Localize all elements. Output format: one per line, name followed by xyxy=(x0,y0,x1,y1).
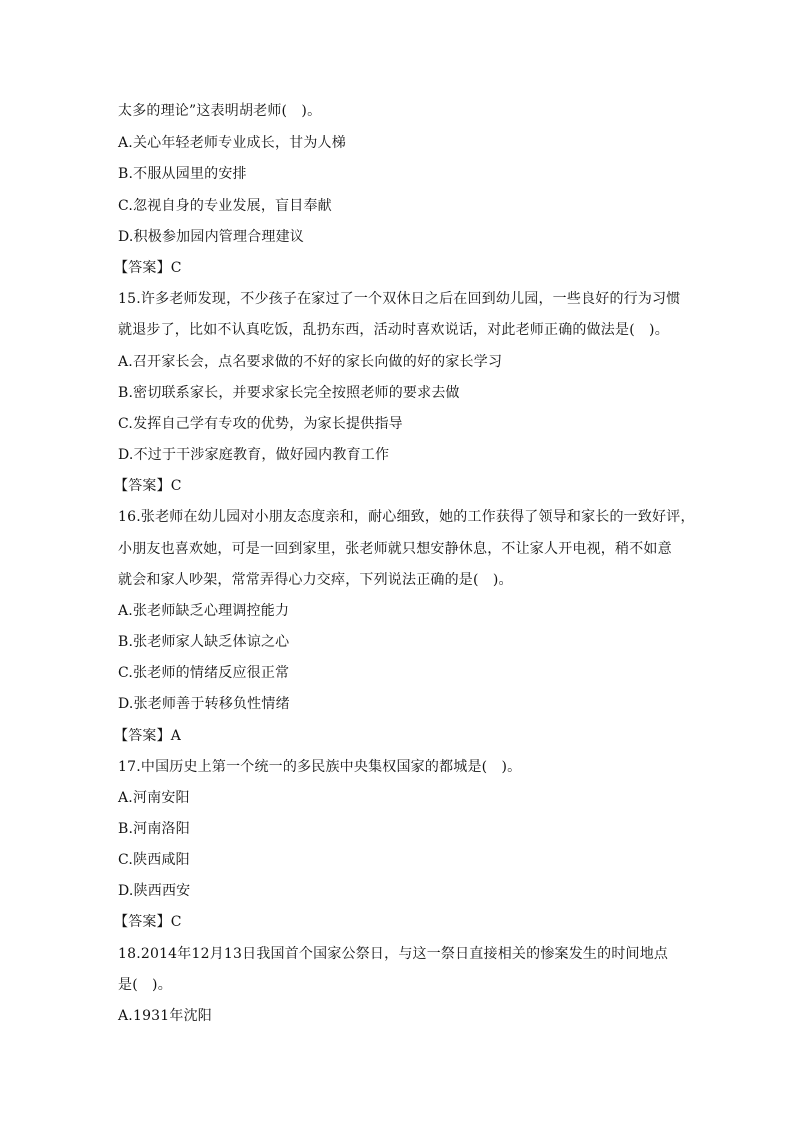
question-14-stem-end: 太多的理论”这表明胡老师( )。 xyxy=(118,103,322,119)
question-15-option-c: C.发挥自己学有专攻的优势，为家长提供指导 xyxy=(118,416,403,432)
question-16-answer: 【答案】A xyxy=(114,728,182,744)
question-17-option-a: A.河南安阳 xyxy=(118,790,190,806)
question-17-option-b: B.河南洛阳 xyxy=(118,821,190,837)
question-16-option-c: C.张老师的情绪反应很正常 xyxy=(118,665,290,681)
question-15-option-d: D.不过于干涉家庭教育，做好园内教育工作 xyxy=(118,447,390,463)
question-14-option-c: C.忽视自身的专业发展，盲目奉献 xyxy=(118,198,332,214)
question-16-option-d: D.张老师善于转移负性情绪 xyxy=(118,696,290,712)
question-16-stem-line-3: 就会和家人吵架，常常弄得心力交瘁，下列说法正确的是( )。 xyxy=(118,572,513,588)
question-17-answer: 【答案】C xyxy=(114,914,182,930)
question-18-option-a: A.1931年沈阳 xyxy=(118,1008,212,1024)
question-17-option-d: D.陕西西安 xyxy=(118,883,191,899)
question-15-option-a: A.召开家长会，点名要求做的不好的家长向做的好的家长学习 xyxy=(118,354,503,370)
question-17-option-c: C.陕西咸阳 xyxy=(118,852,190,868)
question-18-stem-line-2: 是( )。 xyxy=(118,977,172,993)
question-15-option-b: B.密切联系家长，并要求家长完全按照老师的要求去做 xyxy=(118,385,460,401)
question-16-stem-line-1: 16.张老师在幼儿园对小朋友态度亲和，耐心细致，她的工作获得了领导和家长的一致好评， xyxy=(118,509,695,525)
question-16-stem-line-2: 小朋友也喜欢她，可是一回到家里，张老师就只想安静休息，不让家人开电视，稍不如意 xyxy=(118,541,672,557)
question-17-stem: 17.中国历史上第一个统一的多民族中央集权国家的都城是( )。 xyxy=(118,759,522,775)
question-14-option-d: D.积极参加园内管理合理建议 xyxy=(118,229,304,245)
question-16-option-a: A.张老师缺乏心理调控能力 xyxy=(118,603,290,619)
question-14-option-a: A.关心年轻老师专业成长，甘为人梯 xyxy=(118,135,346,151)
question-16-option-b: B.张老师家人缺乏体谅之心 xyxy=(118,634,290,650)
question-15-stem-line-1: 15.许多老师发现，不少孩子在家过了一个双休日之后在回到幼儿园，一些良好的行为习惯 xyxy=(118,291,681,307)
question-14-answer: 【答案】C xyxy=(114,260,182,276)
question-14-option-b: B.不服从园里的安排 xyxy=(118,166,247,182)
question-15-answer: 【答案】C xyxy=(114,478,182,494)
question-15-stem-line-2: 就退步了，比如不认真吃饭，乱扔东西，活动时喜欢说话，对此老师正确的做法是( )。 xyxy=(118,322,669,338)
question-18-stem-line-1: 18.2014年12月13日我国首个国家公祭日，与这一祭日直接相关的惨案发生的时间地点 xyxy=(118,946,669,962)
